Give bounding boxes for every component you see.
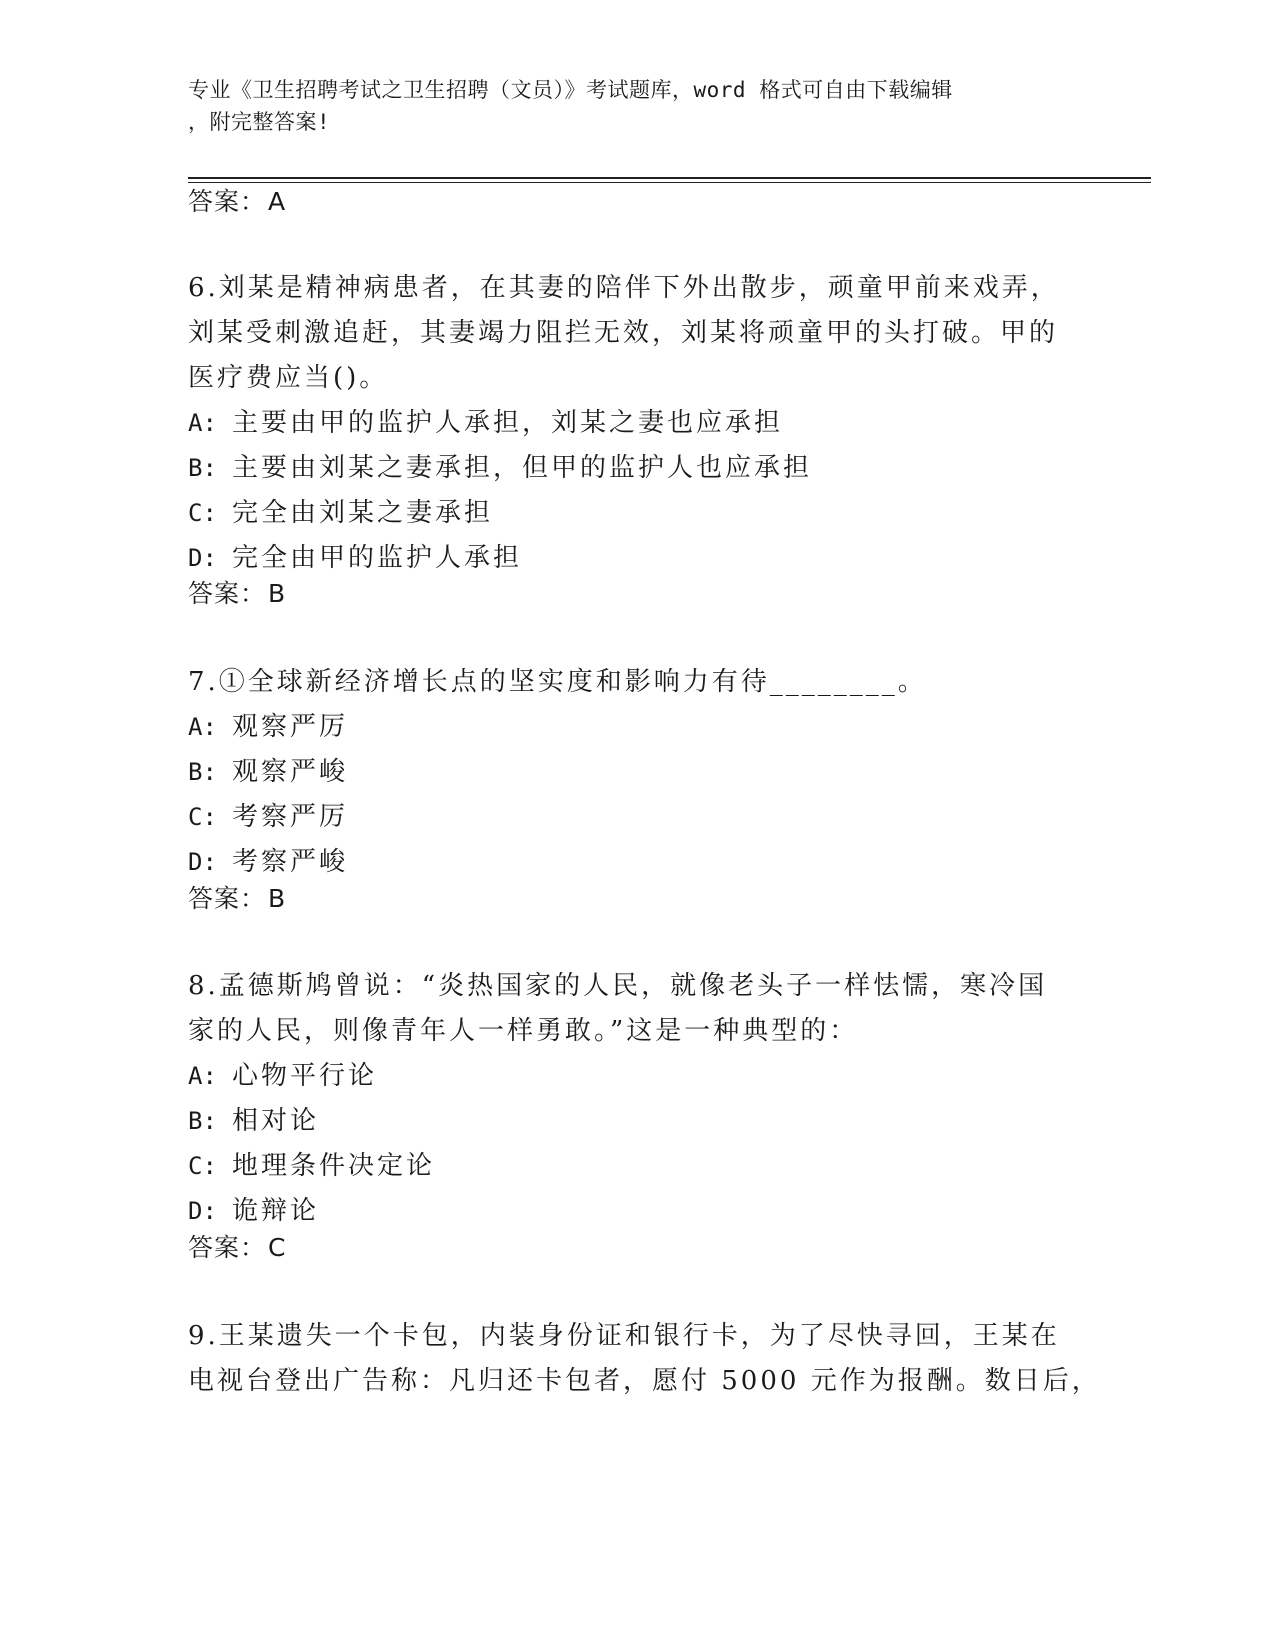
option-text: 观察严厉 (232, 712, 349, 742)
answer-6 (188, 578, 285, 610)
option-a (188, 1054, 1068, 1099)
option-text: 主要由刘某之妻承担，但甲的监护人也应承担 (232, 453, 813, 483)
option-d (188, 840, 1068, 885)
question-line: 电视台登出广告称：凡归还卡包者，愿付 5000 元作为报酬。数日后， (188, 1366, 1101, 1396)
option-c (188, 795, 1068, 840)
option-key: C: (188, 499, 217, 527)
option-text: 考察严峻 (232, 847, 349, 877)
option-b (188, 1099, 1068, 1144)
option-text: 主要由甲的监护人承担，刘某之妻也应承担 (232, 408, 784, 438)
question-line: 7.①全球新经济增长点的坚实度和影响力有待________。 (188, 667, 927, 697)
header-line-1: 专业《卫生招聘考试之卫生招聘（文员）》考试题库，word 格式可自由下载编辑 (188, 78, 953, 102)
answer-value: B (268, 579, 286, 608)
option-text: 诡辩论 (232, 1196, 320, 1226)
option-d (188, 536, 1068, 581)
answer-value: A (268, 187, 286, 216)
answer-label: 答案： (188, 187, 267, 216)
option-text: 观察严峻 (232, 757, 349, 787)
header-divider-thin (188, 182, 1151, 183)
option-key: D: (188, 544, 217, 572)
question-line: 家的人民，则像青年人一样勇敢。”这是一种典型的： (188, 1016, 859, 1046)
option-key: D: (188, 1197, 217, 1225)
option-text: 完全由刘某之妻承担 (232, 498, 494, 528)
answer-label: 答案： (188, 884, 267, 913)
header-divider-thick (188, 177, 1151, 179)
answer-value: C (268, 1233, 286, 1262)
answer-8 (188, 1232, 285, 1264)
option-key: B: (188, 1107, 217, 1135)
question-line: 9.王某遗失一个卡包，内装身份证和银行卡，为了尽快寻回，王某在 (188, 1321, 1060, 1351)
option-key: D: (188, 848, 217, 876)
question-line: 刘某受刺激追赶，其妻竭力阻拦无效，刘某将顽童甲的头打破。甲的 (188, 318, 1059, 348)
option-text: 地理条件决定论 (232, 1151, 436, 1181)
option-text: 心物平行论 (232, 1061, 378, 1091)
question-line: 医疗费应当()。 (188, 363, 389, 393)
option-key: B: (188, 758, 217, 786)
answer-7 (188, 883, 285, 915)
option-key: A: (188, 409, 217, 437)
option-key: A: (188, 713, 217, 741)
option-c (188, 491, 1068, 536)
option-d (188, 1189, 1068, 1234)
question-line: 8.孟德斯鸠曾说：“炎热国家的人民，就像老头子一样怯懦，寒冷国 (188, 971, 1048, 1001)
option-a (188, 401, 1068, 446)
option-a (188, 705, 1068, 750)
option-key: B: (188, 454, 217, 482)
answer-label: 答案： (188, 1233, 267, 1262)
question-6 (188, 266, 1068, 581)
question-7 (188, 660, 1068, 885)
option-text: 完全由甲的监护人承担 (232, 543, 523, 573)
document-header (188, 74, 1068, 138)
question-line: 6.刘某是精神病患者，在其妻的陪伴下外出散步，顽童甲前来戏弄， (188, 273, 1060, 303)
option-key: A: (188, 1062, 217, 1090)
answer-prev (188, 186, 285, 218)
question-8 (188, 964, 1068, 1234)
question-9 (188, 1314, 1101, 1404)
answer-value: B (268, 884, 286, 913)
option-b (188, 446, 1068, 491)
option-key: C: (188, 803, 217, 831)
answer-label: 答案： (188, 579, 267, 608)
option-key: C: (188, 1152, 217, 1180)
option-c (188, 1144, 1068, 1189)
option-text: 相对论 (232, 1106, 320, 1136)
option-text: 考察严厉 (232, 802, 349, 832)
option-b (188, 750, 1068, 795)
header-line-2: ，附完整答案! (188, 110, 331, 134)
